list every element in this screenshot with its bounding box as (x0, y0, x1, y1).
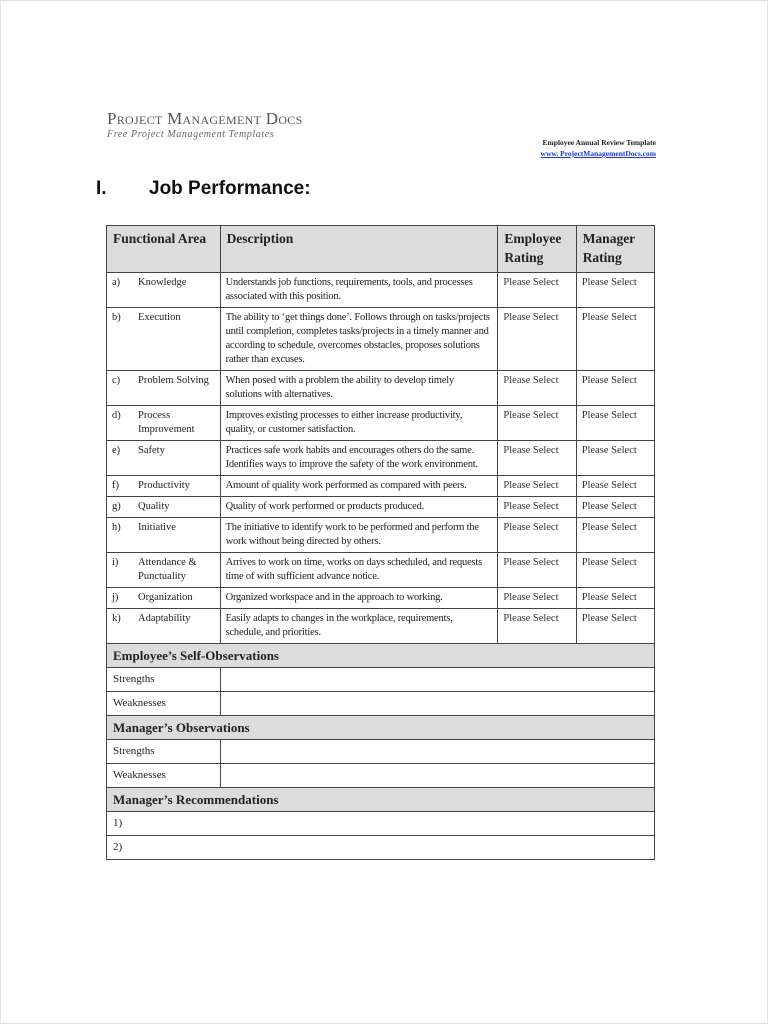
functional-area-cell (107, 371, 221, 406)
functional-area-name: Initiative (138, 522, 176, 533)
company-logo (107, 110, 303, 141)
manager-weaknesses-label: Weaknesses (107, 764, 221, 788)
self-weaknesses-label: Weaknesses (107, 692, 221, 716)
table-row (107, 476, 655, 497)
employee-rating-select[interactable]: Please Select (498, 518, 576, 553)
employee-rating-select[interactable]: Please Select (498, 609, 576, 644)
functional-area-cell (107, 553, 221, 588)
table-row (107, 609, 655, 644)
document-meta (541, 137, 656, 159)
self-strengths-label: Strengths (107, 668, 221, 692)
row-letter: k) (112, 613, 121, 624)
self-observations-title: Employee’s Self-Observations (107, 644, 655, 668)
employee-rating-select[interactable]: Please Select (498, 497, 576, 518)
manager-weaknesses-field[interactable] (220, 764, 654, 788)
self-observations-header (107, 644, 655, 668)
logo-title: Project Management Docs (107, 109, 303, 128)
table-row (107, 553, 655, 588)
functional-area-name: Safety (138, 445, 165, 456)
row-letter: c) (112, 375, 121, 386)
manager-strengths-field[interactable] (220, 740, 654, 764)
manager-rating-select[interactable]: Please Select (576, 441, 654, 476)
functional-area-name: Productivity (138, 480, 190, 491)
manager-observations-title: Manager’s Observations (107, 716, 655, 740)
table-row (107, 308, 655, 371)
functional-area-name: Knowledge (138, 277, 187, 288)
functional-area-cell (107, 476, 221, 497)
functional-area-cell (107, 609, 221, 644)
manager-rating-select[interactable]: Please Select (576, 308, 654, 371)
description-cell: Easily adapts to changes in the workplace, requirements, schedule, and priorities. (220, 609, 498, 644)
header-manager-rating: Manager Rating (576, 226, 654, 273)
row-letter: f) (112, 480, 119, 491)
description-cell: Quality of work performed or products produced. (220, 497, 498, 518)
table-row (107, 273, 655, 308)
header-description: Description (220, 226, 498, 273)
self-weaknesses-field[interactable] (220, 692, 654, 716)
table-row (107, 588, 655, 609)
self-strengths-row (107, 668, 655, 692)
description-cell: Organized workspace and in the approach to working. (220, 588, 498, 609)
manager-rating-select[interactable]: Please Select (576, 588, 654, 609)
functional-area-name: Problem Solving (138, 375, 209, 386)
recommendation-row-2 (107, 836, 655, 860)
employee-rating-select[interactable]: Please Select (498, 441, 576, 476)
manager-strengths-label: Strengths (107, 740, 221, 764)
recommendation-field-2[interactable]: 2) (107, 836, 655, 860)
header-employee-rating: Employee Rating (498, 226, 576, 273)
functional-area-name: Execution (138, 312, 181, 323)
employee-rating-select[interactable]: Please Select (498, 273, 576, 308)
table-row (107, 441, 655, 476)
functional-area-name: Attendance & Punctuality (138, 557, 197, 582)
description-cell: The initiative to identify work to be performed and perform the work without being directed by others. (220, 518, 498, 553)
manager-observations-header (107, 716, 655, 740)
manager-strengths-row (107, 740, 655, 764)
self-strengths-field[interactable] (220, 668, 654, 692)
section-heading (96, 178, 311, 200)
row-letter: i) (112, 557, 119, 568)
job-performance-table (106, 225, 655, 860)
table-row (107, 371, 655, 406)
employee-rating-select[interactable]: Please Select (498, 476, 576, 497)
row-letter: h) (112, 522, 121, 533)
functional-area-name: Adaptability (138, 613, 191, 624)
description-cell: When posed with a problem the ability to develop timely solutions with alternatives. (220, 371, 498, 406)
document-title: Employee Annual Review Template (542, 138, 656, 147)
header-functional-area: Functional Area (107, 226, 221, 273)
self-weaknesses-row (107, 692, 655, 716)
manager-rating-select[interactable]: Please Select (576, 371, 654, 406)
manager-rating-select[interactable]: Please Select (576, 406, 654, 441)
row-letter: j) (112, 592, 119, 603)
row-letter: b) (112, 312, 121, 323)
functional-area-cell (107, 518, 221, 553)
manager-rating-select[interactable]: Please Select (576, 518, 654, 553)
table-row (107, 518, 655, 553)
manager-rating-select[interactable]: Please Select (576, 553, 654, 588)
logo-subtitle: Free Project Management Templates (107, 129, 275, 140)
manager-weaknesses-row (107, 764, 655, 788)
website-link[interactable]: www. ProjectManagementDocs.com (540, 149, 656, 158)
description-cell: Understands job functions, requirements, tools, and processes associated with this position. (220, 273, 498, 308)
employee-rating-select[interactable]: Please Select (498, 406, 576, 441)
description-cell: Arrives to work on time, works on days scheduled, and requests time of with sufficient advance notice. (220, 553, 498, 588)
row-letter: d) (112, 410, 121, 421)
description-cell: Practices safe work habits and encourages others do the same. Identifies ways to improve the safety of the work environment. (220, 441, 498, 476)
functional-area-cell (107, 441, 221, 476)
functional-area-name: Quality (138, 501, 170, 512)
table-header-row (107, 226, 655, 273)
functional-area-cell (107, 497, 221, 518)
manager-rating-select[interactable]: Please Select (576, 476, 654, 497)
employee-rating-select[interactable]: Please Select (498, 553, 576, 588)
employee-rating-select[interactable]: Please Select (498, 371, 576, 406)
row-letter: e) (112, 445, 121, 456)
employee-rating-select[interactable]: Please Select (498, 588, 576, 609)
description-cell: Improves existing processes to either increase productivity, quality, or customer satisfaction. (220, 406, 498, 441)
manager-rating-select[interactable]: Please Select (576, 609, 654, 644)
functional-area-name: Organization (138, 592, 193, 603)
functional-area-cell (107, 308, 221, 371)
table-row (107, 497, 655, 518)
section-number: I. (96, 178, 107, 199)
table-row (107, 406, 655, 441)
manager-rating-select[interactable]: Please Select (576, 273, 654, 308)
manager-rating-select[interactable]: Please Select (576, 497, 654, 518)
description-cell: Amount of quality work performed as compared with peers. (220, 476, 498, 497)
functional-area-cell (107, 588, 221, 609)
functional-area-cell (107, 406, 221, 441)
functional-area-name: Process Improvement (138, 410, 195, 435)
recommendation-field-1[interactable]: 1) (107, 812, 655, 836)
row-letter: g) (112, 501, 121, 512)
functional-area-cell (107, 273, 221, 308)
employee-rating-select[interactable]: Please Select (498, 308, 576, 371)
section-title: Job Performance: (149, 178, 311, 199)
manager-recommendations-title: Manager’s Recommendations (107, 788, 655, 812)
description-cell: The ability to ‘get things done’. Follows through on tasks/projects until completion, completes tasks/projects in a timely manner and according to schedule, overcomes obstacles, proposes solutions rather than excuses. (220, 308, 498, 371)
row-letter: a) (112, 277, 121, 288)
manager-recommendations-header (107, 788, 655, 812)
recommendation-row-1 (107, 812, 655, 836)
